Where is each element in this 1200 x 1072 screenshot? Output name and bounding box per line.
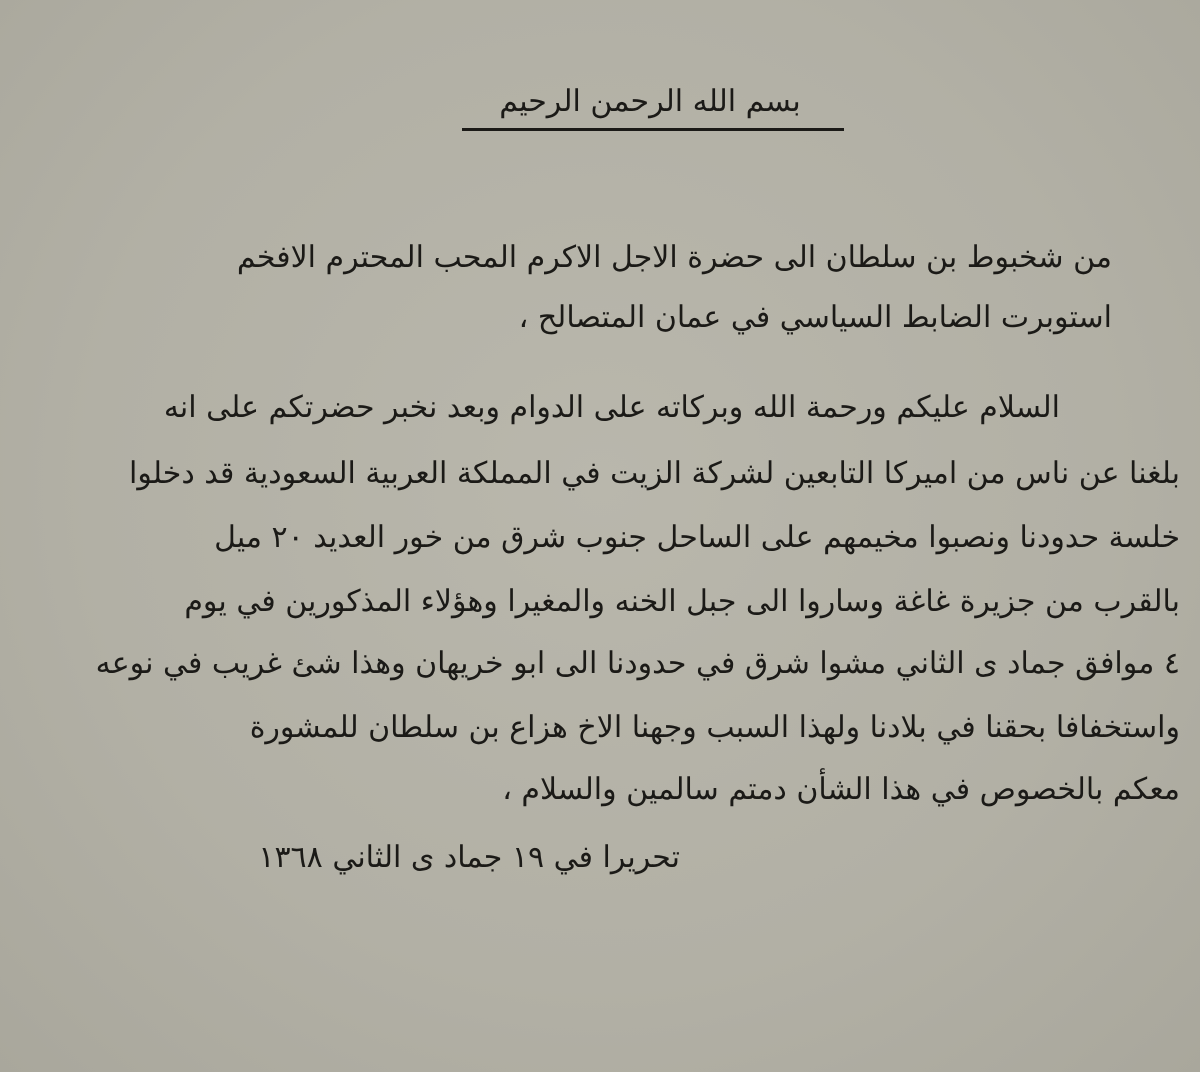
letter-body-line: السلام عليكم ورحمة الله وبركاته على الدوام وبعد نخبر حضرتكم على انه — [163, 390, 1060, 425]
letter-body-line: واستخفافا بحقنا في بلادنا ولهذا السبب وجهنا الاخ هزاع بن سلطان للمشورة — [249, 710, 1180, 745]
letter-body-line: معكم بالخصوص في هذا الشأن دمتم سالمين والسلام ، — [502, 772, 1180, 807]
letter-body-line: بالقرب من جزيرة غاغة وساروا الى جبل الخنه والمغيرا وهؤلاء المذكورين في يوم — [184, 584, 1180, 619]
letter-body-line: ٤ موافق جماد ى الثاني مشوا شرق في حدودنا الى ابو خريهان وهذا شئ غريب في نوعه — [95, 646, 1180, 681]
letter-body-line: خلسة حدودنا ونصبوا مخيمهم على الساحل جنوب شرق من خور العديد ٢٠ ميل — [214, 520, 1180, 555]
basmala-heading: بسم الله الرحمن الرحيم — [499, 84, 801, 119]
heading-underline — [462, 128, 844, 131]
letter-header-line: من شخبوط بن سلطان الى حضرة الاجل الاكرم المحب المحترم الافخم — [236, 240, 1112, 275]
letter-body-line: بلغنا عن ناس من اميركا التابعين لشركة الزيت في المملكة العربية السعودية قد دخلوا — [129, 456, 1180, 491]
letter-header-line: استوبرت الضابط السياسي في عمان المتصالح ، — [518, 300, 1112, 335]
letter-date-line: تحريرا في ١٩ جماد ى الثاني ١٣٦٨ — [258, 840, 680, 875]
